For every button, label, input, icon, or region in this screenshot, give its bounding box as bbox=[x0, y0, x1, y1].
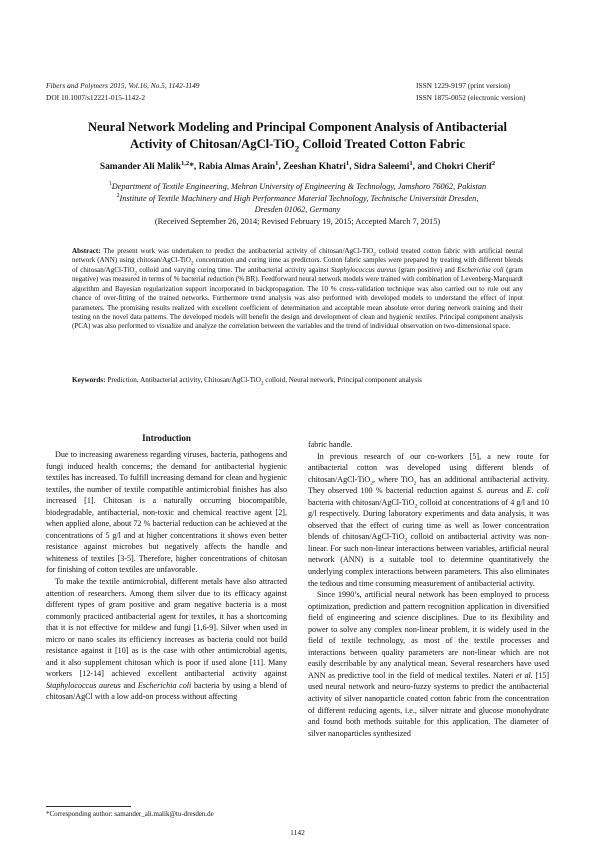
paragraph: Due to increasing awareness regarding viruses, bacteria, pathogens and fungi induced health concerns; the demand for antibacterial hygienic textiles has increased. To fulfill increasing demand for clean and hygienic textiles, the number of textile compatible antimicrobial finishes has also increased [1]. Chitosan is a naturally occurring biocompatible, biodegradable, antibacterial, non-toxic and chemical reactive agent [2], when applied alone, about 72 % bacterial reduction can be achieved at the concentrations of 5 g/l and at higher concentrations it shows even better resistance against microbes but negatively affects the handle and whiteness of textiles [3-5]. Therefore, higher concentrations of chitosan for finishing of cotton textiles are unfavorable. bbox=[46, 450, 287, 575]
title-line-1: Neural Network Modeling and Principal Component Analysis of Antibacterial bbox=[87, 120, 508, 134]
keywords: Keywords: Prediction, Antibacterial activity, Chitosan/AgCl-TiO$_2$ colloid, Neural network, Principal component analysis bbox=[72, 376, 422, 387]
author-name: Chokri Cherif bbox=[434, 162, 492, 172]
paragraph: Since 1990’s, artificial neural network has been employed to process optimization, prediction and pattern recognition application in diversified field of engineering and science disciplines. Due to its flexibility and power to solve any complex non-linear problem, it is widely used in the field of textile technology, as most of the textile processes and interactions between quality parameters are non-linear which are not easily describable by any analytical mean. Several researchers have used ANN as predictive tool in the field of medical textiles. Nateri et al. [15] used neural network and neuro-fuzzy systems to predict the antibacterial activity of silver nanoparticle coated cotton fabric from the concentration of different reducing agents, i.e., silver nitrate and glucose monohydrate and found both methods suitable for this application. The diameter of silver nanoparticles synthesized bbox=[308, 590, 550, 738]
journal-header-right bbox=[416, 80, 525, 104]
title-line-2: Activity of Chitosan/AgCl-TiO$_2$ Colloid Treated Cotton Fabric bbox=[129, 137, 466, 154]
body-column-left bbox=[46, 432, 287, 703]
affiliations bbox=[46, 181, 549, 227]
received-dates: (Received September 26, 2014; Revised February 19, 2015; Accepted March 7, 2015) bbox=[154, 216, 441, 226]
abstract-label: Abstract: bbox=[72, 247, 101, 255]
corresponding-author-footnote: *Corresponding author: samander_ali.malik@tu-dresden.de bbox=[46, 810, 214, 818]
author-list: Samander Ali Malik$^{1,2}$*, Rabia Almas Arain$^1$, Zeeshan Khatri$^1$, Sidra Saleemi$^1$, and Chokri Cherif$^2$ bbox=[99, 159, 496, 172]
doi-line: DOI 10.1007/s12221-015-1142-2 bbox=[46, 93, 146, 102]
author-name: Sidra Saleemi bbox=[353, 162, 410, 172]
paragraph: To make the textile antimicrobial, different metals have also attracted attention of researchers. Among them silver due to its efficacy against different types of gram positive and gram negative bacteria is a most commonly practiced antibacterial agent for textiles, it has a shortcoming that it is not effective for mildew and fungi [1,6-9]. Silver when used in micro or nano scales its efficiency increases as bacteria could not build resistance against it [10] as is the case with other antimicrobial agents, and it also supplement chitosan which is poor if used alone [11]. Many workers [12-14] achieved excellent antibacterial activity against Staphylococcus aureus and Escherichia coli bacteria by using a blend of chitosan/AgCl with a low add-on process without affecting bbox=[46, 577, 287, 702]
issn-print: ISSN 1229-9197 (print version) bbox=[416, 81, 511, 90]
paragraph: fabric handle. bbox=[308, 440, 353, 449]
abstract: Abstract: The present work was undertaken to predict the antibacterial activity of chitosan/AgCl-TiO$_2$ colloid treated cotton fabric with artificial neural network (ANN) using chitosan/AgCl-TiO$_2$ concentration and curing time as predictors. Cotton fabric samples were prepared by treating with different blends of chitosan/AgCl-TiO$_2$ colloid and varying curing time. The antibacterial activity against Staphylococcus aureus (gram positive) and Escherichia coli (gram negative) was measured in terms of % bacterial reduction (% BR). Feedforward neural network models were trained with combination of Levenberg-Marquardt algorithm and Bayesian regularization support incorporated in backpropagation. The 10 % cross-validation technique was also carried out to rule out any chance of over-fitting of the trained networks. Furthermore trend analysis was also performed with developed models to understand the effect of input parameters. The promising results realized with excellent coefficient of determination and acceptable mean absolute error during network training and their testing on the novel data patterns. The developed models will benefit the design and development of clean and hygienic textiles. Principal component analysis (PCA) was also performed to visualize and analyze the correlation between the variables and the trend of individual observation on two-dimensional space. bbox=[72, 247, 523, 331]
journal-header-left bbox=[46, 80, 199, 104]
author-name: Rabia Almas Arain bbox=[198, 162, 276, 172]
author-name: Samander Ali Malik bbox=[99, 162, 181, 172]
body-column-right bbox=[308, 439, 549, 739]
article-title bbox=[46, 119, 549, 153]
affiliation-2: $^2$Institute of Textile Machinery and High Performance Material Technology, Technische Universität Dresden, bbox=[116, 192, 479, 203]
affiliation-1: $^1$Department of Textile Engineering, Mehran University of Engineering & Technology, Jamshoro 76062, Pakistan bbox=[108, 181, 487, 191]
paragraph: In previous research of our co-workers [5], a new route for antibacterial cotton was developed using different blends of chitosan/AgCl-TiO$_2$, where TiO$_2$ has an additional antibacterial activity. They observed 100 % bacterial reduction against S. aureus and E. coli bacteria with chitosan/AgCl-TiO$_2$ colloid at concentrations of 4 g/l and 10 g/l respectively. During laboratory experiments and data analysis, it was observed that the effect of curing time as well as lower concentration blends of chitosan/AgCl-TiO$_2$ colloid on antibacterial activity was non-linear. For such non-linear interactions between variables, artificial neural network (ANN) is a suitable tool to determine quantitatively the underlying complex interactions between parameters. This also eliminates the tedious and time consuming measurement of antibacterial activity. bbox=[308, 451, 549, 588]
footnote-rule bbox=[46, 806, 131, 807]
author-name: Zeeshan Khatri bbox=[283, 162, 346, 172]
page-number: 1142 bbox=[290, 828, 305, 837]
section-heading: Introduction bbox=[142, 433, 191, 443]
affiliation-2-city: Dresden 01062, Germany bbox=[254, 205, 341, 215]
keywords-label: Keywords: bbox=[72, 376, 106, 384]
journal-citation: Fibers and Polymers 2015, Vol.16, No.5, 1142-1149 bbox=[46, 81, 200, 90]
issn-electronic: ISSN 1875-0052 (electronic version) bbox=[416, 93, 526, 102]
